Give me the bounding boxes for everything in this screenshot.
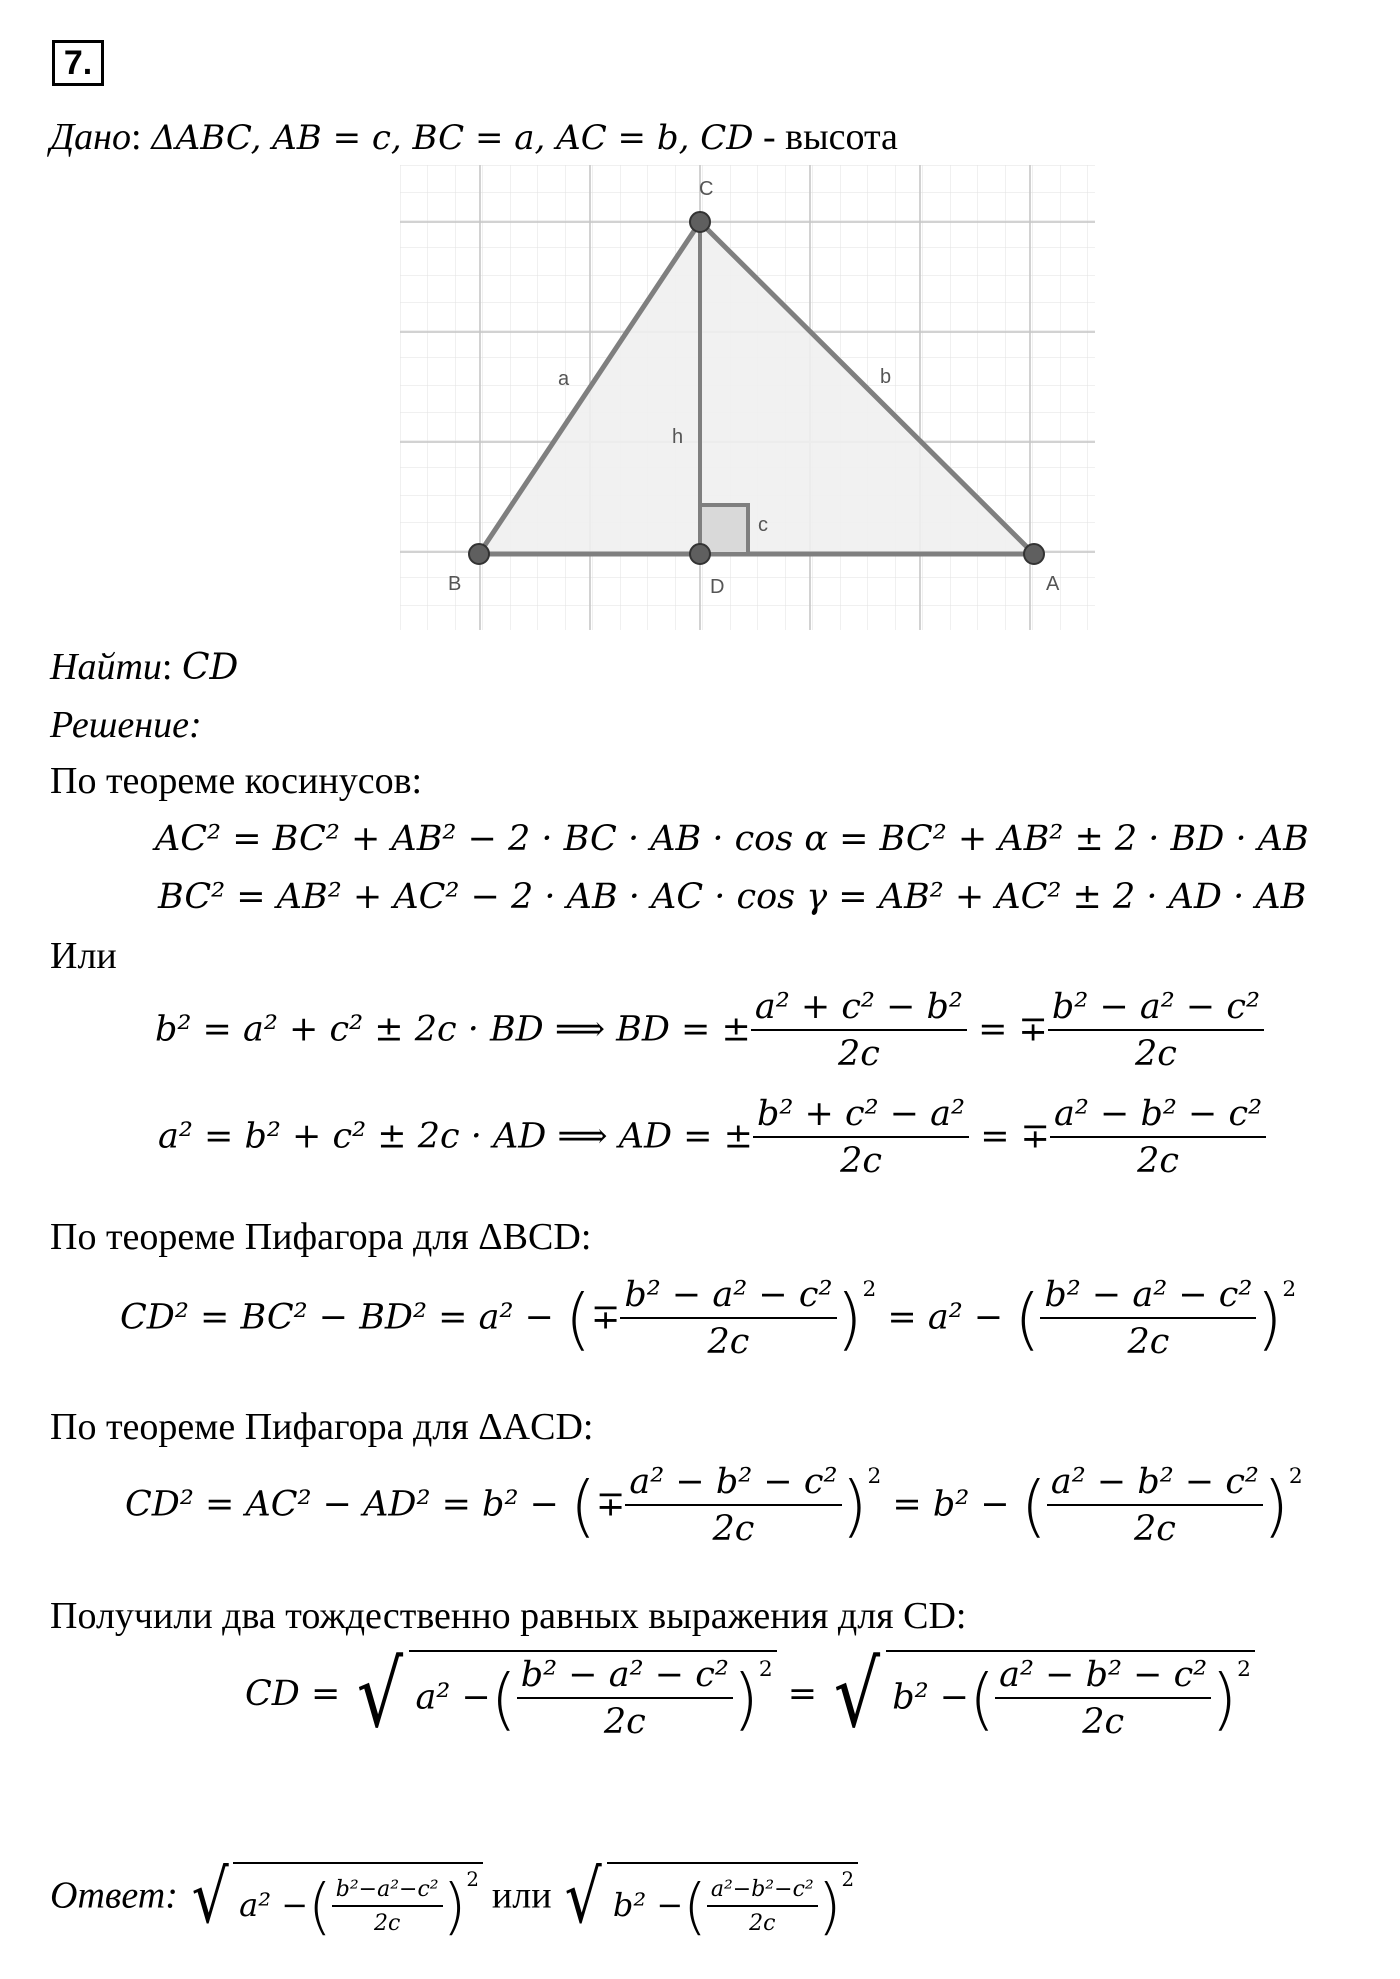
vertex-b-label: B — [448, 573, 462, 595]
pyth-acd-label: По теореме Пифагора для ΔACD: — [50, 1406, 594, 1448]
ad-fraction-1: $\frac{\text{b² + c² − a²}}{2c}$ — [753, 1097, 969, 1179]
answer-or: или — [491, 1874, 552, 1917]
side-c-label: c — [758, 514, 768, 536]
vertex-a-point — [1024, 544, 1044, 564]
ad-fraction-2: $\frac{\text{a² − b² − c²}}{2c}$ — [1050, 1097, 1266, 1179]
conclusion-label: Получили два тождественно равных выражения для CD: — [50, 1595, 967, 1637]
bd-fraction-1: $\frac{\text{a² + c² − b²}}{2c}$ — [751, 990, 967, 1072]
vertex-d-label: D — [710, 576, 725, 598]
sqrt-2: √ b² −( $\frac{\text{a² − b² − c²}}{2c}$ )$^2$ — [828, 1650, 1255, 1741]
side-b-label: b — [880, 366, 892, 388]
find-line: Найти: CD — [50, 646, 239, 688]
find-value: CD — [181, 647, 239, 688]
cosine-equation-1: AC² = BC² + AB² − 2 · BC · AB · cos α = BC² + AB² ± 2 · BD · AB — [155, 819, 1309, 859]
bd-equation: b² = a² + c² ± 2c · BD ⟹ BD = ± $\frac{\text{a² + c² − b²}}{2c}$ = ∓ $\frac{\text{b² − a² − c²}}{2c}$ — [155, 990, 1264, 1072]
solution-label: Решение: — [50, 704, 202, 746]
bd-fraction-2: $\frac{\text{b² − a² − c²}}{2c}$ — [1048, 990, 1264, 1072]
given-line: Дано: ΔABC, AB = c, BC = a, AC = b, CD - высота — [50, 116, 898, 158]
sqrt-1: √ a² −( $\frac{\text{b² − a² − c²}}{2c}$ )$^2$ — [351, 1650, 776, 1741]
side-a-label: a — [558, 368, 570, 390]
answer-sqrt-1: √ a² −( $\frac{\text{b²−a²−c²}}{2c}$ )$^2$ — [187, 1862, 483, 1938]
given-label: Дано — [50, 116, 132, 158]
problem-number: 7. — [52, 40, 104, 86]
cosine-theorem-text: По теореме косинусов: — [50, 760, 423, 802]
ad-equation: a² = b² + c² ± 2c · AD ⟹ AD = ± $\frac{\text{b² + c² − a²}}{2c}$ = ∓ $\frac{\text{a² − b² − c²}}{2c}$ — [158, 1097, 1266, 1179]
pyth-bcd-equation: CD² = BC² − BD² = a² − (∓ $\frac{\text{b² − a² − c²}}{2c}$ )$^2$ = a² − ( $\frac{\text{b² − a² − c²}}{2c}$ )$^2$ — [120, 1275, 1297, 1362]
pyth-bcd-label: По теореме Пифагора для ΔBCD: — [50, 1216, 592, 1258]
vertex-b-point — [469, 544, 489, 564]
answer-sqrt-2: √ b² −( $\frac{\text{a²−b²−c²}}{2c}$ )$^2$ — [560, 1862, 858, 1938]
triangle-figure — [400, 165, 1100, 635]
cosine-equation-2: BC² = AB² + AC² − 2 · AB · AC · cos γ = AB² + AC² ± 2 · AD · AB — [158, 877, 1307, 917]
answer-line — [50, 1855, 858, 1942]
or-label: Или — [50, 935, 117, 977]
answer-label: Ответ: — [50, 1874, 178, 1917]
vertex-a-label: A — [1046, 573, 1060, 595]
vertex-c-label: C — [699, 178, 714, 200]
find-label: Найти — [50, 646, 162, 688]
given-statement: ΔABC, AB = c, BC = a, AC = b, CD — [151, 118, 754, 158]
vertex-d-point — [690, 544, 710, 564]
pyth-acd-equation: CD² = AC² − AD² = b² − (∓ $\frac{\text{a² − b² − c²}}{2c}$ )$^2$ = b² − ( $\frac{\text{a² − b² − c²}}{2c}$ )$^2$ — [125, 1462, 1303, 1549]
vertex-c-point — [690, 212, 710, 232]
given-suffix: - высота — [762, 116, 898, 158]
conclusion-equation: CD = √ a² −( $\frac{\text{b² − a² − c²}}{2c}$ )$^2$ = √ b² −( $\frac{\text{a² − b² − c²}}{2c}$ )$^2$ — [245, 1650, 1255, 1741]
height-h-label: h — [672, 426, 684, 448]
